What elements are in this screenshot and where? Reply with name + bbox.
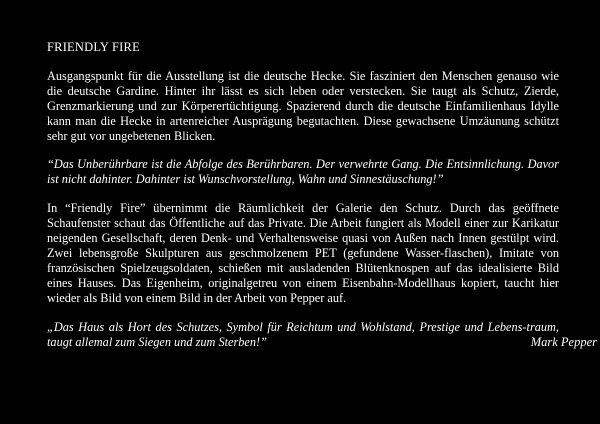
intro-paragraph: Ausgangspunkt für die Ausstellung ist die deutsche Hecke. Sie fasziniert den Menschen genauso wie die deutsche Gardine. Hinter ihr lässt es sich leben oder verstecken. Sie taugt als Schutz, Zierde, Grenzmarkierung und zur Körperertüchtigung. Spazierend durch die deutsche Einfamilienhaus Idylle kann man die Hecke in artenreicher Ausprägung begutachten. Diese gewachsene Umzäunung schützt sehr gut vor ungebetenen Blicken. — [47, 69, 559, 143]
document-body — [47, 40, 559, 350]
second-quote: „Das Haus als Hort des Schutzes, Symbol für Reichtum und Wohlstand, Prestige und Lebens-traum, taugt allemal zum Siegen und zum Sterben!” — [47, 320, 559, 349]
first-quote: “Das Unberührbare ist die Abfolge des Berührbaren. Der verwehrte Gang. Die Entsinnlichung. Davor ist nicht dahinter. Dahinter ist Wunschvorstellung, Wahn und Sinnestäuschung!” — [47, 157, 559, 186]
document-title: FRIENDLY FIRE — [47, 40, 140, 54]
author-signature: Mark Pepper — [530, 335, 597, 349]
exhibition-paragraph: In “Friendly Fire” übernimmt die Räumlichkeit der Galerie den Schutz. Durch das geöffnete Schaufenster schaut das Öffentliche auf das Private. Die Arbeit fungiert als Modell einer zur Karikatur neigenden Gesellschaft, deren Denk- und Verhaltensweise quasi von Außen nach Innen gestülpt wird. Zwei lebensgroße Skulpturen aus geschmolzenem PET (gefundene Wasser-flaschen), Imitate von französischen Spielzeugsoldaten, schießen mit ausladenden Blütenknospen auf das idealisierte Bild eines Hauses. Das Eigenheim, originalgetreu von einem Eisenbahn-Modellhaus kopiert, taucht hier wieder als Bild von einem Bild in der Arbeit von Pepper auf. — [47, 201, 559, 305]
